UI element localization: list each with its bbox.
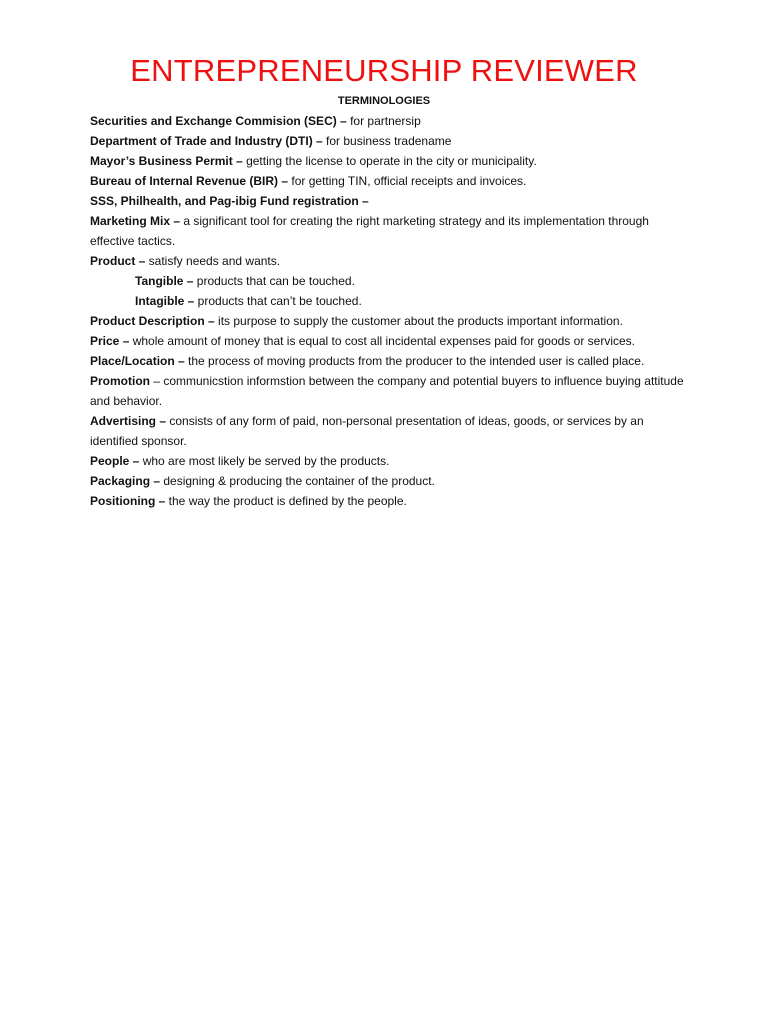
section-heading-terminologies: TERMINOLOGIES <box>337 95 431 107</box>
term-entry-place-location <box>90 351 690 371</box>
term-definition: satisfy needs and wants. <box>145 254 281 268</box>
term-definition: for partnersip <box>346 114 421 128</box>
term-definition: products that can’t be touched. <box>194 294 362 308</box>
term-definition: a significant tool for creating the right marketing strategy and its implementation through effective tactics. <box>90 214 649 248</box>
term-definition: the way the product is defined by the people. <box>165 494 407 508</box>
term-definition: products that can be touched. <box>193 274 355 288</box>
term-label: Positioning – <box>90 494 166 508</box>
term-label: Bureau of Internal Revenue (BIR) – <box>90 174 289 188</box>
term-entry-product-description <box>90 311 690 331</box>
term-label: Advertising – <box>90 414 167 428</box>
term-label: SSS, Philhealth, and Pag-ibig Fund registration – <box>90 194 369 208</box>
term-entry-intangible <box>90 291 690 311</box>
term-entry-positioning <box>90 491 690 511</box>
term-entry-promotion <box>90 371 690 411</box>
term-entry-people <box>90 451 690 471</box>
term-entry-packaging <box>90 471 690 491</box>
term-label: Promotion <box>90 374 150 388</box>
term-definition: its purpose to supply the customer about the products important information. <box>214 314 623 328</box>
term-definition: – communicstion informstion between the company and potential buyers to influence buying attitude and behavior. <box>90 374 684 408</box>
term-definition: whole amount of money that is equal to cost all incidental expenses paid for goods or services. <box>129 334 635 348</box>
term-label: Tangible – <box>135 274 194 288</box>
term-label: Marketing Mix – <box>90 214 181 228</box>
term-definition: consists of any form of paid, non-personal presentation of ideas, goods, or services by an identified sponsor. <box>90 414 644 448</box>
term-entry-sss-philhealth-pagibig <box>90 191 690 211</box>
term-entry-dti <box>90 131 690 151</box>
term-label: Place/Location – <box>90 354 185 368</box>
term-definition: getting the license to operate in the city or municipality. <box>242 154 537 168</box>
term-entry-bir <box>90 171 690 191</box>
term-definition: for business tradename <box>322 134 452 148</box>
term-label: People – <box>90 454 140 468</box>
term-definition: designing & producing the container of the product. <box>160 474 435 488</box>
term-label: Product Description – <box>90 314 215 328</box>
term-label: Securities and Exchange Commision (SEC) – <box>90 114 347 128</box>
term-entry-product <box>90 251 690 271</box>
term-entry-sec <box>90 111 690 131</box>
term-definition: who are most likely be served by the products. <box>139 454 390 468</box>
term-entry-marketing-mix <box>90 211 690 251</box>
term-label: Packaging – <box>90 474 161 488</box>
term-label: Department of Trade and Industry (DTI) – <box>90 134 323 148</box>
term-label: Price – <box>90 334 130 348</box>
term-definition: the process of moving products from the producer to the intended user is called place. <box>184 354 645 368</box>
document-title: ENTREPRENEURSHIP REVIEWER <box>130 53 638 88</box>
term-label: Intagible – <box>135 294 195 308</box>
term-entry-price <box>90 331 690 351</box>
terminology-list <box>90 111 690 511</box>
term-label: Product – <box>90 254 146 268</box>
term-definition: for getting TIN, official receipts and invoices. <box>288 174 527 188</box>
term-entry-tangible <box>90 271 690 291</box>
term-entry-advertising <box>90 411 690 451</box>
term-label: Mayor’s Business Permit – <box>90 154 243 168</box>
term-entry-mayors-permit <box>90 151 690 171</box>
